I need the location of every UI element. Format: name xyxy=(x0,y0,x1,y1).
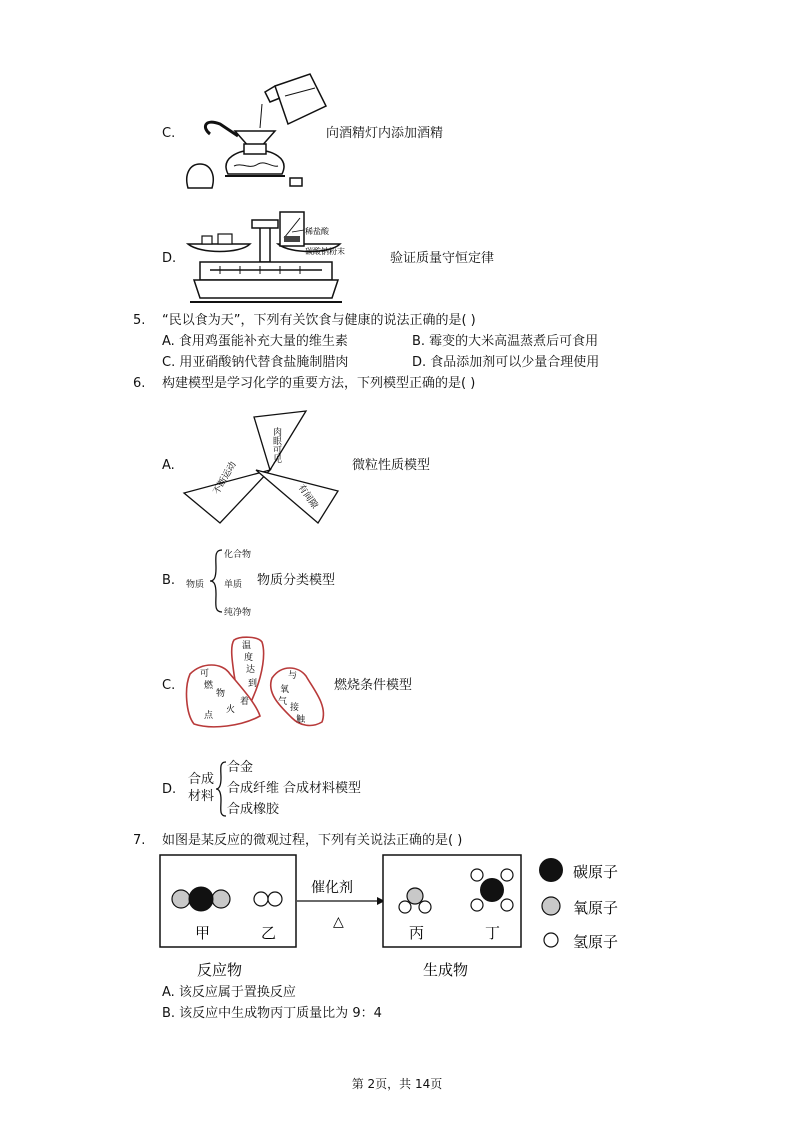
c-label: 度 xyxy=(244,653,254,663)
brace-icon xyxy=(208,548,224,614)
c-label: 可 xyxy=(200,669,210,679)
q6-option-c-letter: C. xyxy=(162,678,176,693)
catalyst-label: 催化剂 xyxy=(311,880,353,896)
question-7-stem: 如图是某反应的微观过程，下列有关说法正确的是( ) xyxy=(162,833,463,848)
q6-option-a-letter: A. xyxy=(162,458,175,473)
b-branch-bottom: 纯净物 xyxy=(224,608,252,618)
c-label: 触 xyxy=(296,715,306,725)
b-root: 物质 xyxy=(186,580,205,590)
combustion-model-figure xyxy=(182,634,332,734)
question-6-number: 6. xyxy=(133,376,146,391)
legend-oxygen: 氧原子 xyxy=(573,899,619,917)
d-root-line2: 材料 xyxy=(188,789,215,804)
reaction-diagram xyxy=(155,850,655,984)
brace-icon xyxy=(214,760,228,818)
c-label: 点 xyxy=(204,711,214,721)
q7-option-a[interactable]: A. 该反应属于置换反应 xyxy=(162,985,296,1000)
option-c-caption: 向酒精灯内添加酒精 xyxy=(326,126,444,141)
label-powder: 碳酸钠粉末 xyxy=(305,247,345,256)
question-7-number: 7. xyxy=(133,833,146,848)
q5-option-a[interactable]: A. 食用鸡蛋能补充大量的维生素 xyxy=(162,334,348,349)
c-label: 接 xyxy=(290,703,300,713)
page-footer: 第 2页，共 14页 xyxy=(351,1077,443,1091)
box2-label-2: 丁 xyxy=(485,924,501,942)
c-label: 达 xyxy=(246,665,256,675)
c-label: 与 xyxy=(288,671,298,681)
question-6-stem: 构建模型是学习化学的重要方法，下列模型正确的是( ) xyxy=(162,376,476,391)
c-label: 到 xyxy=(248,679,258,689)
c-label: 物 xyxy=(216,689,226,699)
d-root-line1: 合成 xyxy=(188,772,215,787)
seg-label-1: 肉眼可见 xyxy=(271,427,281,463)
d-item-1: 合金 xyxy=(227,760,254,775)
d-item-3: 合成橡胶 xyxy=(227,802,280,817)
q5-option-b[interactable]: B. 霉变的大米高温蒸煮后可食用 xyxy=(412,334,599,349)
q6-option-c-caption: 燃烧条件模型 xyxy=(334,678,413,693)
option-d-letter: D. xyxy=(162,251,177,266)
q5-option-c[interactable]: C. 用亚硝酸钠代替食盐腌制腊肉 xyxy=(162,355,349,370)
c-label: 氧 xyxy=(280,685,290,695)
box2-label-1: 丙 xyxy=(409,924,425,942)
product-caption: 生成物 xyxy=(423,961,469,979)
heat-symbol: △ xyxy=(333,914,344,930)
seg-label-3: 有间隙 xyxy=(295,482,320,511)
q5-option-d[interactable]: D. 食品添加剂可以少量合理使用 xyxy=(412,355,600,370)
question-5-stem: “民以食为天”，下列有关饮食与健康的说法正确的是( ) xyxy=(162,313,476,328)
seg-label-2: 不断运动 xyxy=(211,460,239,497)
q6-option-d-letter: D. xyxy=(162,782,177,797)
box1-label-1: 甲 xyxy=(195,924,211,942)
q6-option-d-caption: 合成材料模型 xyxy=(283,781,362,796)
legend-hydrogen: 氢原子 xyxy=(573,933,619,951)
question-5-number: 5. xyxy=(133,313,146,328)
alcohol-lamp-figure xyxy=(180,66,330,196)
c-label: 燃 xyxy=(204,681,214,691)
q6-option-b-letter: B. xyxy=(162,573,176,588)
q6-option-b-caption: 物质分类模型 xyxy=(257,573,336,588)
balance-figure xyxy=(180,206,390,308)
c-label: 着 xyxy=(240,697,250,707)
c-label: 气 xyxy=(278,697,288,707)
q7-option-b[interactable]: B. 该反应中生成物丙丁质量比为 9：4 xyxy=(162,1006,382,1021)
c-label: 温 xyxy=(242,641,252,651)
c-label: 火 xyxy=(226,705,236,715)
box1-label-2: 乙 xyxy=(261,924,277,942)
b-branch-mid: 单质 xyxy=(224,580,243,590)
label-acid: 稀盐酸 xyxy=(305,227,329,236)
particle-model-figure xyxy=(182,405,352,530)
option-c-letter: C. xyxy=(162,126,176,141)
d-item-2: 合成纤维 xyxy=(227,781,280,796)
option-d-caption: 验证质量守恒定律 xyxy=(390,251,495,266)
legend-carbon: 碳原子 xyxy=(573,863,619,881)
q6-option-a-caption: 微粒性质模型 xyxy=(352,458,431,473)
b-branch-top: 化合物 xyxy=(224,550,252,560)
reactant-caption: 反应物 xyxy=(197,961,243,979)
